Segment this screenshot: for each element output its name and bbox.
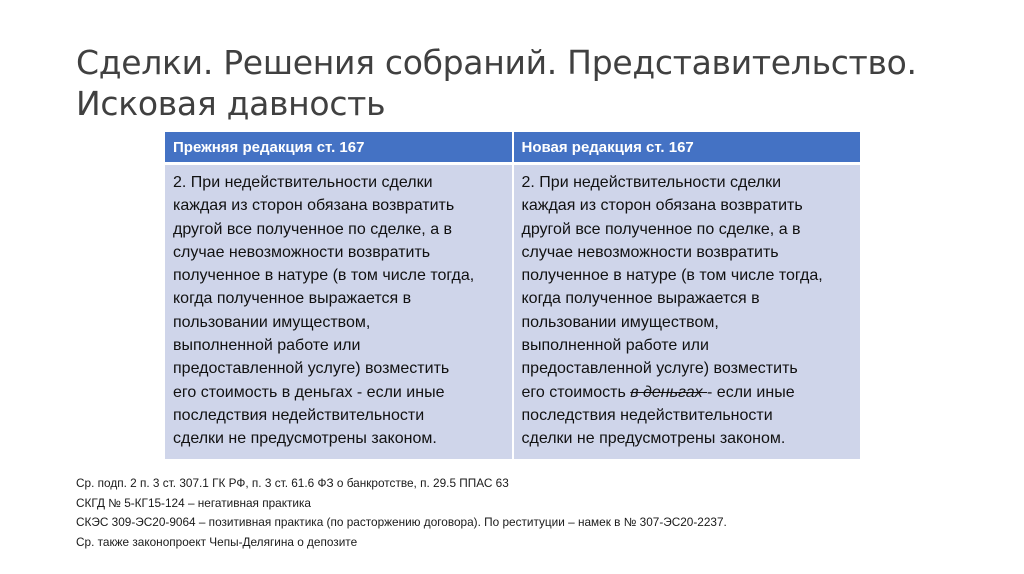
deleted-text: в деньгах — [630, 383, 708, 401]
text-line: предоставленной услуге) возместить — [173, 360, 450, 378]
comparison-table — [165, 132, 860, 459]
text-line: другой все полученное по сделке, а в — [173, 220, 453, 238]
text-line: 2. При недействительности сделки — [173, 174, 433, 191]
header-new-edition: Новая редакция ст. 167 — [513, 132, 861, 164]
note-item: СКЭС 309-ЭС20-9064 – позитивная практика (по расторжению договора). По реституции – намек в № 307-ЭС20-2237. — [76, 515, 727, 529]
text-line: другой все полученное по сделке, а в — [521, 220, 801, 238]
title-line-2: Исковая давность — [76, 84, 386, 123]
text-line: последствия недействительности — [173, 406, 425, 424]
text-line: сделки не предусмотрены законом. — [173, 430, 437, 448]
text-fragment: его стоимость — [521, 383, 631, 401]
slide-title — [76, 42, 976, 124]
text-line: полученное в натуре (в том числе тогда, — [521, 267, 823, 285]
text-line: каждая из сторон обязана возвратить — [521, 197, 803, 215]
old-edition-text — [165, 164, 513, 459]
text-fragment: - если иные — [707, 383, 795, 401]
text-line: случае невозможности возвратить — [173, 243, 431, 261]
note-item: Ср. также законопроект Чепы-Делягина о депозите — [76, 534, 358, 549]
note-item: СКГД № 5-КГ15-124 – негативная практика — [76, 495, 311, 510]
text-line-with-deletion — [522, 381, 853, 404]
text-line: выполненной работе или — [521, 337, 709, 355]
table-header-row — [165, 132, 860, 164]
text-line: выполненной работе или — [173, 337, 361, 355]
text-line: 2. При недействительности сделки — [521, 174, 781, 191]
text-line: когда полученное выражается в — [173, 290, 412, 308]
text-line: последствия недействительности — [521, 406, 773, 424]
footnotes — [76, 474, 996, 552]
text-line: его стоимость в деньгах - если иные — [173, 383, 445, 401]
text-line: когда полученное выражается в — [521, 290, 760, 308]
text-line: каждая из сторон обязана возвратить — [173, 197, 455, 215]
text-line: сделки не предусмотрены законом. — [521, 430, 786, 448]
text-line: предоставленной услуге) возместить — [521, 360, 798, 378]
text-line: полученное в натуре (в том числе тогда, — [173, 267, 475, 285]
header-old-edition: Прежняя редакция ст. 167 — [165, 132, 513, 164]
title-line-1: Сделки. Решения собраний. Представительство. — [76, 43, 917, 82]
text-line: случае невозможности возвратить — [521, 243, 779, 261]
text-line: пользовании имуществом, — [521, 313, 719, 331]
note-item: Ср. подп. 2 п. 3 ст. 307.1 ГК РФ, п. 3 ст. 61.6 ФЗ о банкротстве, п. 29.5 ППАС 63 — [76, 476, 509, 490]
text-line: пользовании имуществом, — [173, 313, 371, 331]
new-edition-text — [513, 164, 861, 459]
table-row — [165, 164, 860, 459]
